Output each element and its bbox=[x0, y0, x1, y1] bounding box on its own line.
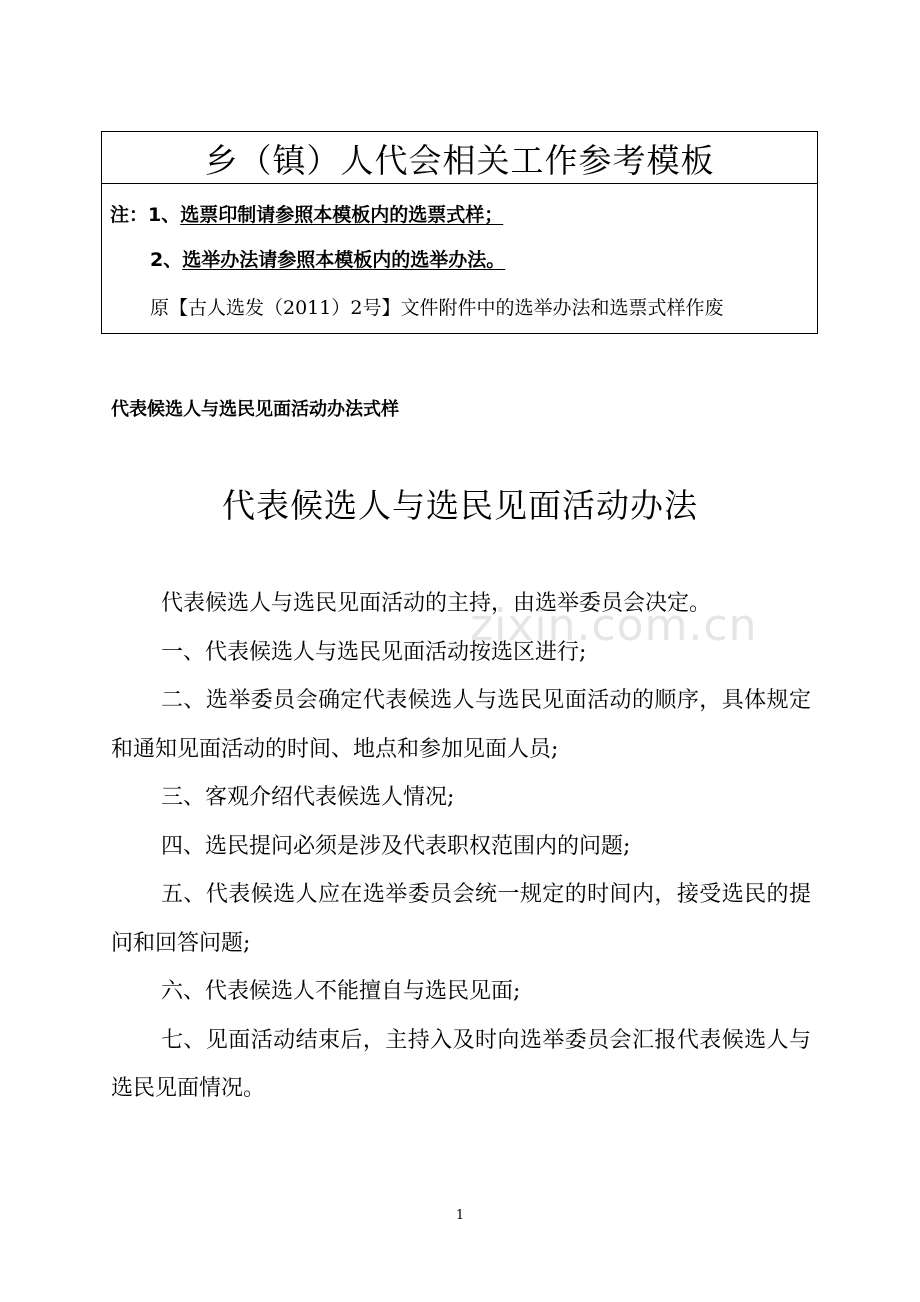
paragraph-item-5: 五、代表候选人应在选举委员会统一规定的时间内，接受选民的提问和回答问题; bbox=[111, 882, 811, 956]
paragraph-item-6: 六、代表候选人不能擅自与选民见面; bbox=[161, 979, 521, 1004]
paragraph-item-7: 七、见面活动结束后，主持入及时向选举委员会汇报代表候选人与选民见面情况。 bbox=[111, 1027, 811, 1101]
section-label: 代表候选人与选民见面活动办法式样 bbox=[111, 399, 399, 420]
paragraph-intro: 代表候选人与选民见面活动的主持，由选举委员会决定。 bbox=[161, 591, 712, 616]
paragraph-item-4: 四、选民提问必须是涉及代表职权范围内的问题; bbox=[161, 833, 631, 859]
template-title: 乡（镇）人代会相关工作参考模板 bbox=[204, 140, 715, 180]
notes-box bbox=[101, 183, 818, 334]
template-title-box bbox=[101, 131, 818, 184]
paragraph-item-2: 二、选举委员会确定代表候选人与选民见面活动的顺序，具体规定和通知见面活动的时间、地点和参加见面人员; bbox=[111, 688, 811, 762]
note-line-3: 原【古人选发（2011）2号】文件附件中的选举办法和选票式样作废 bbox=[150, 297, 724, 319]
paragraph-item-1: 一、代表候选人与选民见面活动按选区进行; bbox=[161, 639, 587, 665]
document-body bbox=[111, 580, 811, 1114]
note-line-1 bbox=[110, 203, 503, 227]
page-number: 1 bbox=[455, 1208, 465, 1223]
note-1-text: 选票印制请参照本模板内的选票式样； bbox=[180, 204, 504, 226]
document-title: 代表候选人与选民见面活动办法 bbox=[222, 486, 698, 525]
note-2-prefix: 2、 bbox=[150, 249, 183, 271]
paragraph-item-3: 三、客观介绍代表候选人情况; bbox=[161, 785, 455, 810]
watermark-text: zixin.com.cn bbox=[470, 600, 758, 651]
note-2-text: 选举办法请参照本模板内的选举办法。 bbox=[182, 249, 506, 271]
note-prefix: 注：1、 bbox=[110, 204, 181, 226]
note-line-2 bbox=[150, 248, 505, 272]
